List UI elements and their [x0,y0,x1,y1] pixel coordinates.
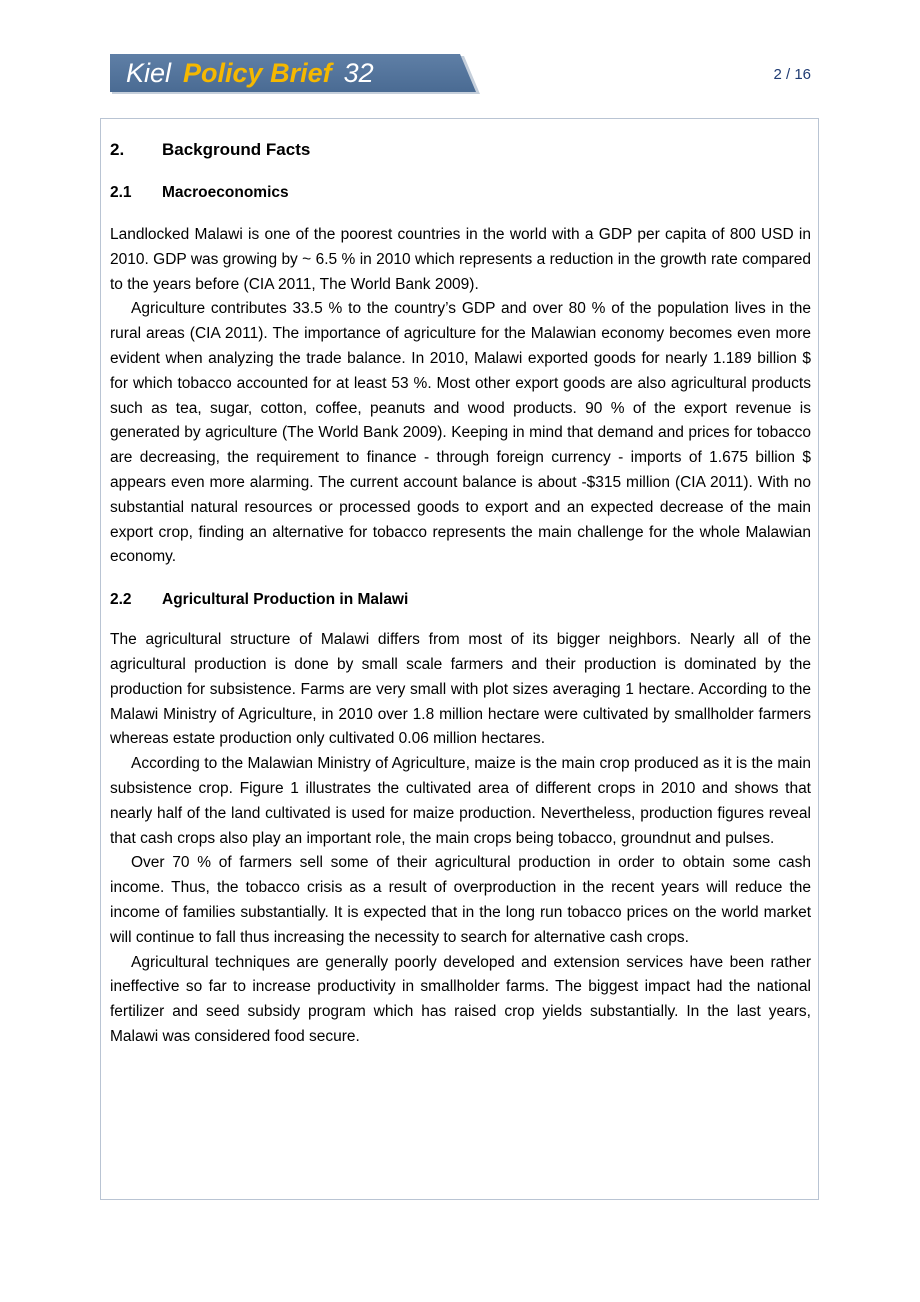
paragraph: Agriculture contributes 33.5 % to the country’s GDP and over 80 % of the population lives in the rural areas (CIA 2011). The importance of agriculture for the Malawian economy becomes even more evident when analyzing the trade balance. In 2010, Malawi exported goods for nearly 1.189 billion $ for which tobacco accounted for at least 53 %. Most other export goods are also agricultural products such as tea, sugar, cotton, coffee, peanuts and wood products. 90 % of the export revenue is generated by agriculture (The World Bank 2009). Keeping in mind that demand and prices for tobacco are decreasing, the requirement to finance - through foreign currency - imports of 1.675 billion $ appears even more alarming. The current account balance is about -$315 million (CIA 2011). With no substantial natural resources or processed goods to export and an expected decrease of the main export crop, finding an alternative for tobacco represents the main challenge for the whole Malawian economy. [110,300,811,566]
section-title: Background Facts [162,140,311,159]
section-heading [110,136,811,164]
subsection-number: 2.1 [110,184,132,201]
publication-title [126,56,374,90]
document-body [110,136,811,1050]
brand-policy-brief: Policy Brief [183,58,332,88]
brand-kiel: Kiel [126,58,172,88]
paragraph: According to the Malawian Ministry of Agriculture, maize is the main crop produced as it is the main subsistence crop. Figure 1 illustrates the cultivated area of different crops in 2010 and shows that nearly half of the land cultivated is used for maize production. Nevertheless, production figures reveal that cash crops also play an important role, the main crops being tobacco, groundnut and pulses. [110,755,811,847]
subsection-number: 2.2 [110,591,132,609]
paragraph: The agricultural structure of Malawi differs from most of its bigger neighbors. Nearly all of the agricultural production is done by small scale farmers and their production is dominated by the production for subsistence. Farms are very small with plot sizes averaging 1 hectare. According to the Malawi Ministry of Agriculture, in 2010 over 1.8 million hectare were cultivated by smallholder farmers whereas estate production only cultivated 0.06 million hectares. [110,631,811,748]
paragraph: Over 70 % of farmers sell some of their agricultural production in order to obtain some cash income. Thus, the tobacco crisis as a result of overproduction in the recent years will reduce the income of families substantially. It is expected that in the long run tobacco prices on the world market will continue to fall thus increasing the necessity to search for alternative cash crops. [110,854,811,946]
brand-number: 32 [343,58,374,88]
subsection-heading-agricultural-production [110,587,811,613]
paragraph: Agricultural techniques are generally poorly developed and extension services have been rather ineffective so far to increase productivity in smallholder farms. The biggest impact had the national fertilizer and seed subsidy program which has raised crop yields substantially. In the last years, Malawi was considered food secure. [110,953,811,1045]
paragraph: Landlocked Malawi is one of the poorest countries in the world with a GDP per capita of 800 USD in 2010. GDP was growing by ~ 6.5 % in 2010 which represents a reduction in the growth rate compared to the years before (CIA 2011, The World Bank 2009). [110,226,811,293]
page-indicator: 2 / 16 [773,66,811,83]
section-number: 2. [110,140,125,159]
subsection-title: Agricultural Production in Malawi [162,591,409,609]
subsection-heading-macroeconomics [110,180,811,206]
subsection-title: Macroeconomics [162,184,289,201]
